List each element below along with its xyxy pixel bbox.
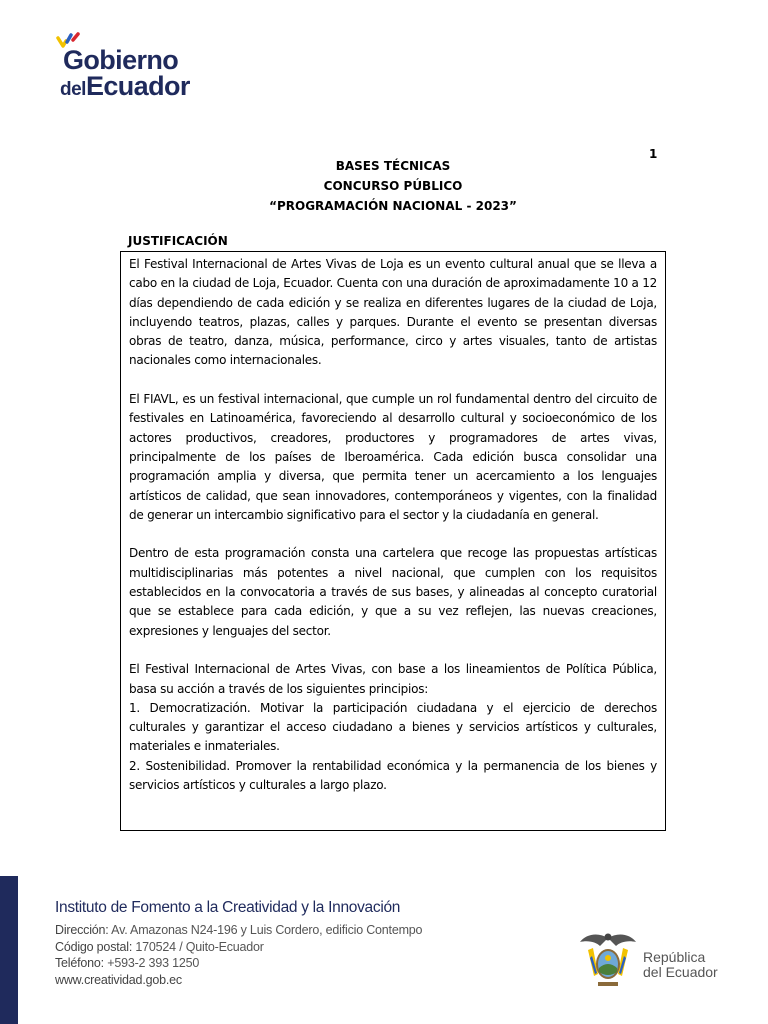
republica-ecuador-label (643, 950, 718, 980)
paragraph-2: El FIAVL, es un festival internacional, que cumple un rol fundamental dentro del circuito de festivales en Latinoamérica, favoreciendo al desarrollo cultural y socioeconómico de los actores productivos, creadores, productores y programadores de artes vivas, principalmente de los países de Iberoamérica. Cada edición busca consolidar una programación amplia y diversa, que permita tener un acercamiento a los lenguajes artísticos de calidad, que sean innovadores, contemporáneos y vigentes, con la finalidad de generar un intercambio significativo para el sector y la ciudadanía en general. (129, 392, 657, 522)
principle-1: 1. Democratización. Motivar la participación ciudadana y el ejercicio de derechos culturales y garantizar el acceso ciudadano a bienes y servicios artísticos y culturales, materiales e inmateriales. (129, 700, 657, 754)
footer-website: www.creatividad.gob.ec (55, 972, 182, 987)
gobierno-ecuador-logo (56, 32, 216, 102)
coat-of-arms-icon (578, 928, 638, 990)
postal-label: Código postal: (55, 939, 133, 954)
footer-address (55, 922, 422, 939)
logo-text-ecuador: Ecuador (85, 71, 190, 101)
republica-line-1: República (643, 949, 706, 965)
logo-text-del-ecuador (60, 72, 190, 105)
address-label: Dirección: (55, 923, 109, 937)
footer-institution: Instituto de Fomento a la Creatividad y la Innovación (55, 899, 401, 916)
phone-value: +593-2 393 1250 (107, 956, 200, 970)
address-value: Av. Amazonas N24-196 y Luis Cordero, edificio Contempo (111, 923, 423, 937)
footer-phone (55, 955, 422, 972)
postal-value: 170524 / Quito-Ecuador (135, 939, 264, 954)
title-line-2: CONCURSO PÚBLICO (323, 179, 463, 193)
republica-line-2: del Ecuador (643, 964, 718, 980)
paragraph-3: Dentro de esta programación consta una cartelera que recoge las propuestas artísticas multidisciplinarias más potentes a nivel nacional, que cumplen con los requisitos establecidos en la convocatoria a través de sus bases, y alineadas al concepto curatorial que se establece para cada edición, y que a su vez reflejen, las nuevas creaciones, expresiones y lenguajes del sector. (129, 546, 657, 638)
paragraph-1: El Festival Internacional de Artes Vivas de Loja es un evento cultural anual que se lleva a cabo en la ciudad de Loja, Ecuador. Cuenta con una duración de aproximadamente 10 a 12 días dependiendo de cada edición y se realiza en diferentes lugares de la ciudad de Loja, incluyendo teatros, plazas, calles y parques. Durante el evento se presentan diversas obras de teatro, danza, música, performance, circo y artes visuales, tanto de artistas nacionales como internacionales. (129, 257, 657, 368)
logo-text-gobierno: Gobierno (63, 45, 179, 75)
footer-contact (55, 922, 422, 988)
footer-accent-bar (0, 876, 18, 1024)
title-line-3: “PROGRAMACIÓN NACIONAL - 2023” (269, 199, 517, 213)
document-title (120, 156, 666, 216)
justification-box (120, 251, 666, 831)
phone-label: Teléfono: (55, 956, 104, 970)
page-number: 1 (649, 147, 658, 161)
principle-2: 2. Sostenibilidad. Promover la rentabilidad económica y la permanencia de los bienes y servicios artísticos y culturales a largo plazo. (129, 758, 657, 793)
footer-postal (55, 939, 422, 956)
logo-text-del: del (60, 79, 86, 100)
title-line-1: BASES TÉCNICAS (335, 159, 451, 173)
section-heading: JUSTIFICACIÓN (128, 234, 228, 248)
paragraph-4: El Festival Internacional de Artes Vivas, con base a los lineamientos de Política Pública, basa su acción a través de los siguientes principios: (129, 662, 657, 696)
